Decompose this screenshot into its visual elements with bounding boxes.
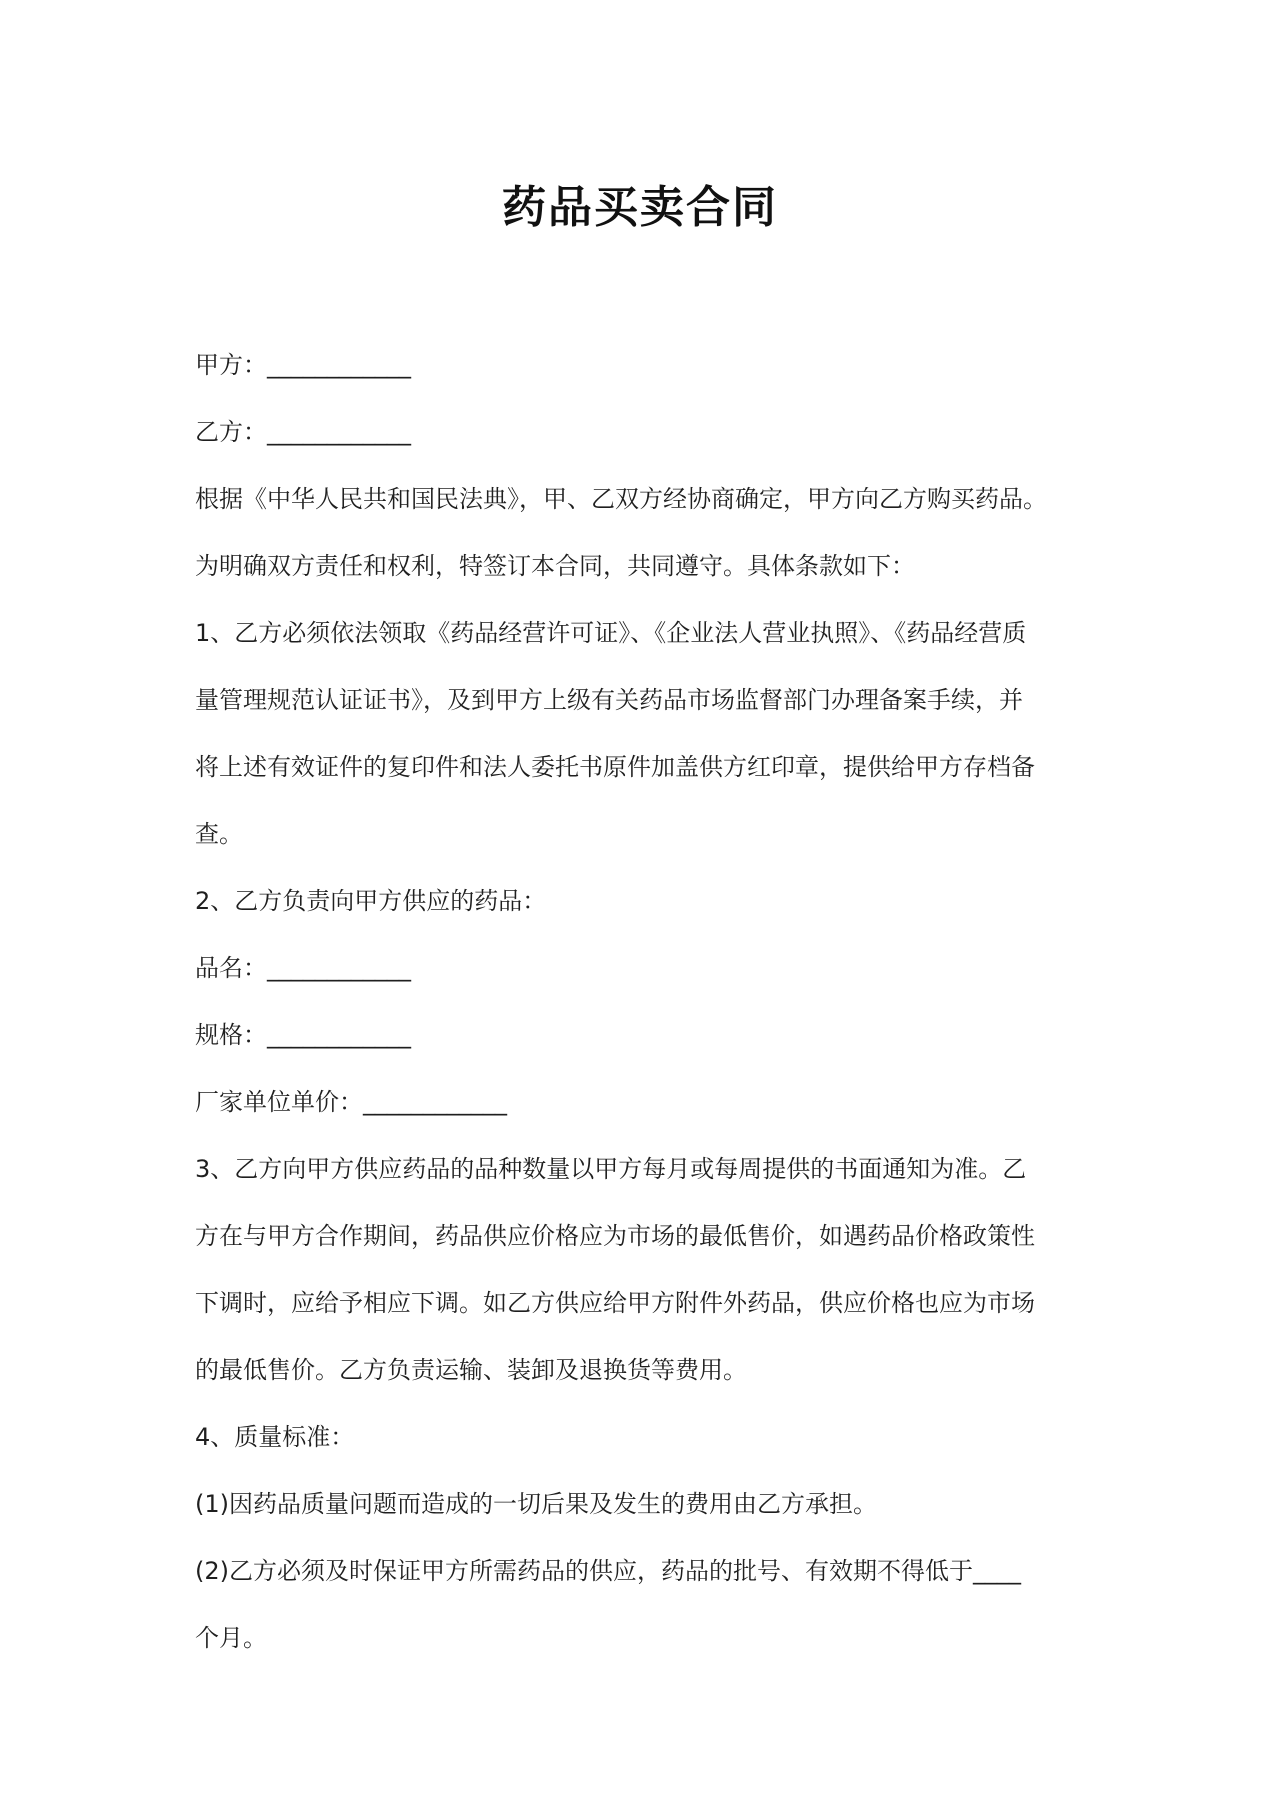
clause-1-line-2: 量管理规范认证证书》，及到甲方上级有关药品市场监督部门办理备案手续，并 xyxy=(195,686,1023,714)
document-body xyxy=(195,332,1095,1672)
specification-line: 规格：____________ xyxy=(195,1021,411,1049)
preamble-line-2: 为明确双方责任和权利，特签订本合同，共同遵守。具体条款如下： xyxy=(195,552,915,580)
party-a-line: 甲方：____________ xyxy=(195,351,411,379)
clause-4-item-2-line-1: (2)乙方必须及时保证甲方所需药品的供应，药品的批号、有效期不得低于____ xyxy=(195,1557,1021,1585)
manufacturer-unit-price-line: 厂家单位单价：____________ xyxy=(195,1088,507,1116)
preamble-line-1: 根据《中华人民共和国民法典》，甲、乙双方经协商确定，甲方向乙方购买药品。 xyxy=(195,485,1047,513)
clause-4-item-2-line-2: 个月。 xyxy=(195,1624,267,1652)
document-title: 药品买卖合同 xyxy=(502,182,778,233)
clause-3-line-1: 3、乙方向甲方供应药品的品种数量以甲方每月或每周提供的书面通知为准。乙 xyxy=(195,1155,1027,1183)
clause-1-line-4: 查。 xyxy=(195,820,243,848)
clause-3-line-2: 方在与甲方合作期间，药品供应价格应为市场的最低售价，如遇药品价格政策性 xyxy=(195,1222,1035,1250)
clause-1-line-3: 将上述有效证件的复印件和法人委托书原件加盖供方红印章，提供给甲方存档备 xyxy=(195,753,1035,781)
party-b-line: 乙方：____________ xyxy=(195,418,411,446)
clause-3-line-4: 的最低售价。乙方负责运输、装卸及退换货等费用。 xyxy=(195,1356,747,1384)
clause-4-item-1: (1)因药品质量问题而造成的一切后果及发生的费用由乙方承担。 xyxy=(195,1490,877,1518)
clause-1-line-1: 1、乙方必须依法领取《药品经营许可证》、《企业法人营业执照》、《药品经营质 xyxy=(195,619,1027,647)
clause-4-heading: 4、质量标准： xyxy=(195,1423,355,1451)
clause-2-heading: 2、乙方负责向甲方供应的药品： xyxy=(195,887,547,915)
clause-3-line-3: 下调时，应给予相应下调。如乙方供应给甲方附件外药品，供应价格也应为市场 xyxy=(195,1289,1035,1317)
product-name-line: 品名：____________ xyxy=(195,954,411,982)
